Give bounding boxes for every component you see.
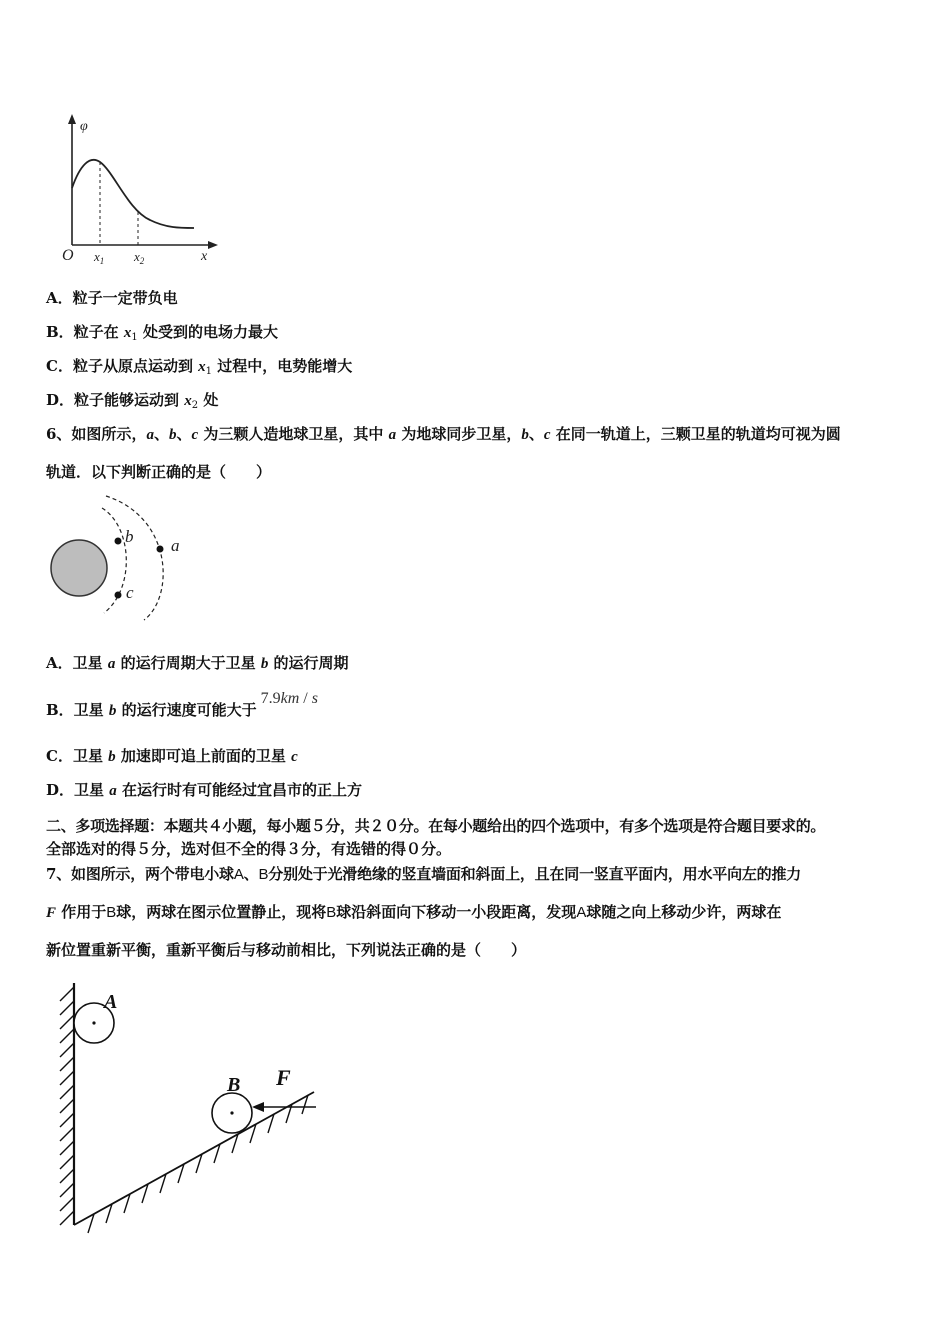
q5-option-c: C．粒子从原点运动到 $x_1$ 过程中，电势能增大 (46, 357, 353, 377)
label-ball-a: A (104, 991, 118, 1013)
q6-stem-line1: 6、如图所示，a、b、c 为三颗人造地球卫星，其中 a 为地球同步卫星，b、c 在同一轨道上，三颗卫星的轨道均可视为圆 (46, 425, 841, 443)
speed-formula: 7.9km / s (260, 690, 318, 707)
wall-hatching (60, 987, 74, 1225)
q6-option-d: D．卫星 a 在运行时有可能经过宜昌市的正上方 (46, 781, 362, 799)
potential-graph (58, 110, 228, 270)
satellite-c (115, 592, 122, 599)
satellite-orbit-figure (44, 488, 204, 623)
q6-option-c: C．卫星 b 加速即可追上前面的卫星 c (46, 747, 298, 765)
q6-stem-line2: 轨道．以下判断正确的是（ ） (46, 463, 272, 481)
wall-incline-figure (52, 975, 332, 1240)
satellite-a (157, 546, 164, 553)
label-force-f: F (276, 1065, 291, 1090)
orbit-a (106, 496, 163, 620)
incline-hatching (88, 1095, 308, 1233)
earth (51, 540, 107, 596)
section2-header-line2: 全部选对的得５分，选对但不全的得３分，有选错的得０分。 (46, 840, 452, 858)
label-ball-b: B (227, 1074, 241, 1096)
q7-stem-line1: 7、如图所示，两个带电小球A、B分别处于光滑绝缘的竖直墙面和斜面上，且在同一竖直平面内，用水平向左的推力 (46, 865, 802, 883)
q5-option-b: B．粒子在 $x_1$ 处受到的电场力最大 (46, 323, 279, 343)
section2-header-line1: 二、多项选择题：本题共４小题，每小题５分，共２０分。在每小题给出的四个选项中，有多个选项是符合题目要求的。 (46, 817, 826, 835)
label-a: a (171, 536, 180, 555)
satellite-b (115, 538, 122, 545)
x1-label: $x_1$ (94, 249, 105, 266)
q6-option-a: A．卫星 a 的运行周期大于卫星 b 的运行周期 (46, 654, 349, 672)
phi-label: φ (80, 119, 88, 134)
origin-label: O (62, 247, 74, 264)
incline (74, 1092, 314, 1225)
label-b: b (125, 527, 134, 546)
q7-stem-line2: F 作用于B球，两球在图示位置静止，现将B球沿斜面向下移动一小段距离，发现A球随之向上移动少许，两球在 (46, 903, 782, 921)
label-c: c (126, 583, 134, 602)
q5-option-d: D．粒子能够运动到 $x_2$ 处 (46, 391, 219, 411)
x2-label: $x_2$ (134, 249, 145, 266)
q6-option-b: B．卫星 b 的运行速度可能大于7.9km / s (46, 690, 318, 719)
x-axis-label: x (201, 249, 208, 264)
q7-stem-line3: 新位置重新平衡，重新平衡后与移动前相比，下列说法正确的是（ ） (46, 941, 527, 959)
q5-option-a: A．粒子一定带负电 (46, 289, 178, 307)
